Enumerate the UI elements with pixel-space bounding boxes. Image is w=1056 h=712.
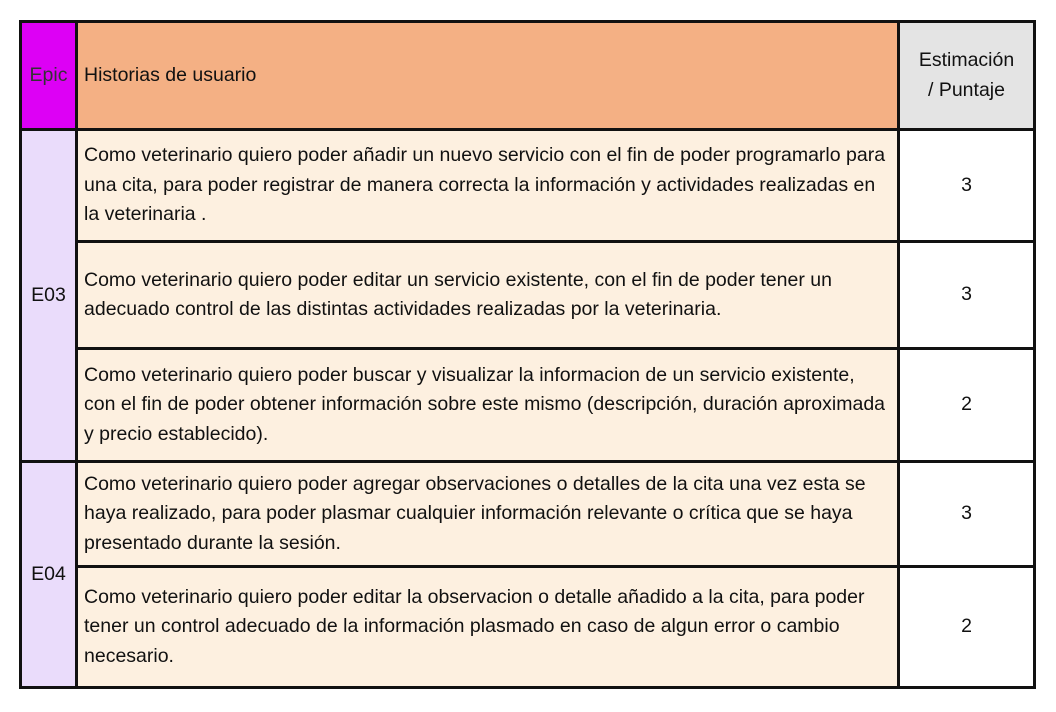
story-estimate: 3 bbox=[899, 242, 1035, 349]
stories-column-header: Historias de usuario bbox=[77, 22, 899, 130]
epic-id-cell: E03 bbox=[21, 130, 77, 462]
estimate-header-line2: / Puntaje bbox=[928, 78, 1005, 101]
user-story-text: Como veterinario quiero poder agregar observaciones o detalles de la cita una vez esta se haya realizado, para poder plasmar cualquier información relevante o crítica que se haya presentado durante la sesión. bbox=[77, 462, 899, 567]
story-estimate: 3 bbox=[899, 462, 1035, 567]
table-row bbox=[21, 462, 1035, 567]
table-header-row bbox=[21, 22, 1035, 130]
story-estimate: 2 bbox=[899, 567, 1035, 688]
epic-column-header: Epic bbox=[21, 22, 77, 130]
table-row bbox=[21, 567, 1035, 688]
table-row bbox=[21, 130, 1035, 242]
estimate-column-header bbox=[899, 22, 1035, 130]
user-story-text: Como veterinario quiero poder añadir un nuevo servicio con el fin de poder programarlo para una cita, para poder registrar de manera correcta la información y actividades realizadas en la veterinaria . bbox=[77, 130, 899, 242]
user-stories-table bbox=[19, 20, 1036, 689]
estimate-header-line1: Estimación bbox=[918, 49, 1015, 71]
user-story-text: Como veterinario quiero poder editar la observacion o detalle añadido a la cita, para poder tener un control adecuado de la información plasmado en caso de algun error o cambio necesario. bbox=[77, 567, 899, 688]
table-row bbox=[21, 349, 1035, 462]
user-story-text: Como veterinario quiero poder buscar y visualizar la informacion de un servicio existente, con el fin de poder obtener información sobre este mismo (descripción, duración aproximada y precio establecido). bbox=[77, 349, 899, 462]
epic-id-cell: E04 bbox=[21, 462, 77, 688]
user-story-text: Como veterinario quiero poder editar un servicio existente, con el fin de poder tener un adecuado control de las distintas actividades realizadas por la veterinaria. bbox=[77, 242, 899, 349]
story-estimate: 3 bbox=[899, 130, 1035, 242]
story-estimate: 2 bbox=[899, 349, 1035, 462]
table-row bbox=[21, 242, 1035, 349]
